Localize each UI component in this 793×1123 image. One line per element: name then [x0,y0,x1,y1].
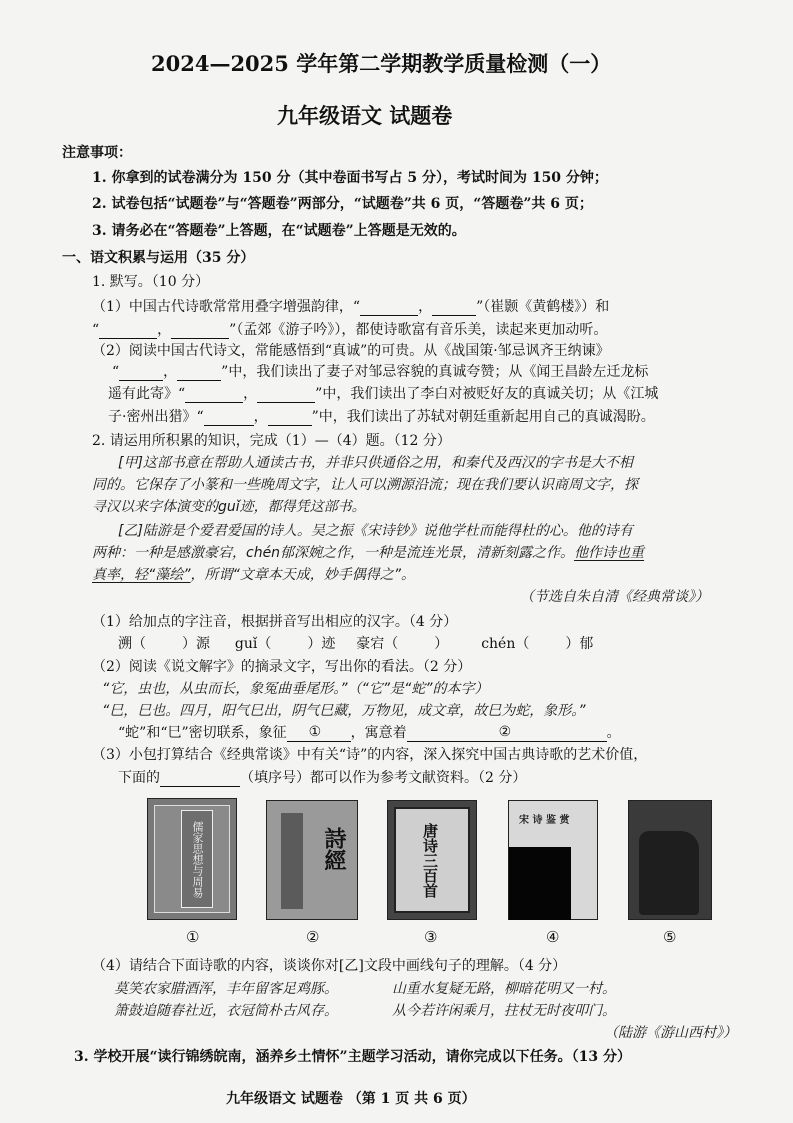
question-1-part-2-line-4: 子·密州出猎》“ ， ”中，我们读出了苏轼对朝廷重新起用自己的真诚渴盼。 [108,409,655,425]
notice-item-2: 2. 试卷包括“试题卷”与“答题卷”两部分，“试题卷”共 6 页，“答题卷”共 6 页； [92,196,593,212]
book-cover-3 [387,800,477,920]
book-cover-5 [628,800,712,920]
question-2-title: 2. 请运用所积累的知识，完成（1）—（4）题。（12 分） [92,433,451,449]
shuowen-quote-2: “巳，巳也。四月，阳气巳出，阴气巳藏，万物见，成文章，故巳为蛇，象形。” [102,703,586,719]
passage-source: （节选自朱自清《经典常谈》） [520,589,709,605]
subquestion-2-answer-line: “蛇”和“巳”密切联系，象征 ① ，寓意着 ② 。 [118,724,621,741]
passage-yi-line-2: 两种：一种是感激豪宕，chén郁深婉之作，一种是流连光景，清新刻露之作。他作诗也重 [92,545,645,561]
book-4-title: 宋 诗 鉴 赏 [519,815,570,826]
subquestion-4-title: （4）请结合下面诗歌的内容，谈谈你对[乙]文段中画线句子的理解。（4 分） [92,958,567,974]
question-1-part-2-line-2: “ ， ”中，我们读出了妻子对邹忌容貌的真诚夸赞；从《闻王昌龄左迁龙标 [112,364,649,380]
passage-jia-line-1: [甲]这部书意在帮助人通读古书，并非只供通俗之用，和秦代及西汉的字书是大不相 [118,455,633,471]
book-2-title: 詩經 [321,827,347,871]
blank-marker-2: ② [498,724,512,740]
notice-item-3: 3. 请务必在“答题卷”上答题，在“试题卷”上答题是无效的。 [92,223,466,239]
question-1-part-2: （2）阅读中国古代诗文，常能感悟到“真诚”的可贵。从《战国策·邹忌讽齐王纳谏》 [92,343,610,359]
passage-jia-line-3: 寻汉以来字体演变的guǐ迹，都得凭这部书。 [92,499,366,515]
book-2-number: ② [306,928,320,946]
question-1-part-1: （1）中国古代诗歌常常用叠字增强韵律，“ ， ”（崔颢《黄鹤楼》）和 [92,299,610,315]
question-1-part-1-cont: “ ， ”（孟郊《游子吟》），都使诗歌富有音乐美，读起来更加动听。 [92,322,608,338]
page-footer: 九年级语文 试题卷 （第 1 页 共 6 页） [226,1091,476,1107]
section-heading: 一、语文积累与运用（35 分） [62,250,255,266]
underlined-sentence-part-2: 真率，轻“藻绘” [92,567,191,583]
book-4-image [509,847,571,920]
notice-heading: 注意事项： [62,145,132,161]
notice-item-1: 1. 你拿到的试卷满分为 150 分（其中卷面书写占 5 分），考试时间为 150 分钟； [92,170,608,186]
pinyin-row: 溯（ ）源 guǐ（ ）迹 豪宕（ ） chén（ ）郁 [118,636,594,652]
poem-line-2b: 从今若许闲乘月，拄杖无时夜叩门。 [392,1003,616,1019]
subquestion-3-title: （3）小包打算结合《经典常谈》中有关“诗”的内容，深入探究中国古典诗歌的艺术价值， [92,747,648,763]
underlined-sentence-part-1: 他作诗也重 [574,545,645,561]
book-3-title: 唐诗三百首 [421,823,439,898]
book-1-title: 儒家思想与周易 [181,810,213,908]
exam-subtitle: 九年级语文 试题卷 [277,103,453,128]
question-1-title: 1. 默写。（10 分） [92,274,210,290]
book-cover-1 [147,798,237,920]
subquestion-1-title: （1）给加点的字注音，根据拼音写出相应的汉字。（4 分） [92,614,458,630]
poem-source: （陆游《游山西村》） [604,1025,737,1041]
question-1-part-2-line-3: 遥有此寄》“ ， ”中，我们读出了李白对被贬好友的真诚关切；从《江城 [108,386,659,402]
subquestion-3-line-2: 下面的 （填序号）都可以作为参考文献资料。（2 分） [118,770,527,786]
blank-marker-1: ① [308,724,322,740]
passage-yi-line-3: 真率，轻“藻绘”，所谓“文章本天成，妙手偶得之”。 [92,567,416,583]
book-cover-4 [508,800,598,920]
poem-line-2a: 箫鼓追随春社近，衣冠简朴古风存。 [114,1003,338,1019]
passage-jia-line-2: 同的。它保存了小篆和一些晚周文字，让人可以溯源沿流；现在我们要认识商周文字，探 [92,477,638,493]
book-5-number: ⑤ [663,928,677,946]
book-3-number: ③ [424,928,438,946]
exam-title: 2024—2025 学年第二学期教学质量检测（一） [151,51,612,76]
book-1-number: ① [186,928,200,946]
shuowen-quote-1: “它，虫也，从虫而长，象冤曲垂尾形。”（“它”是“蛇”的本字） [102,681,489,697]
poem-line-1b: 山重水复疑无路，柳暗花明又一村。 [392,981,616,997]
subquestion-2-title: （2）阅读《说文解字》的摘录文字，写出你的看法。（2 分） [92,659,472,675]
book-cover-2 [266,800,358,920]
passage-yi-line-1: [乙]陆游是个爱君爱国的诗人。吴之振《宋诗钞》说他学杜而能得杜的心。他的诗有 [118,523,633,539]
book-4-number: ④ [546,928,560,946]
question-3-title: 3. 学校开展“读行锦绣皖南，涵养乡土情怀”主题学习活动，请你完成以下任务。（13 分） [74,1049,631,1065]
poem-line-1a: 莫笑农家腊酒浑，丰年留客足鸡豚。 [114,981,338,997]
